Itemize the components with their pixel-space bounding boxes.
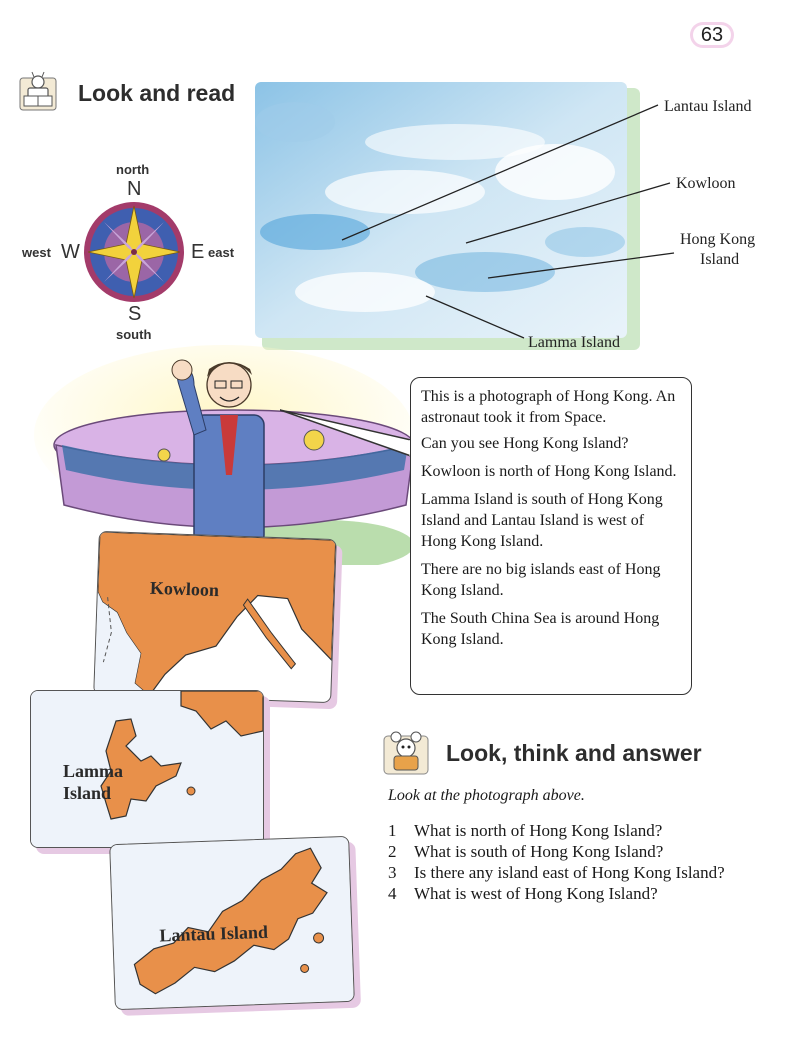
speech-paragraph-4: Lamma Island is south of Hong Kong Island and Lantau Island is west of Hong Kong Island. [421,491,663,550]
speech-paragraph-2: Can you see Hong Kong Island? [421,435,629,452]
map-label-lamma-line2: Island [63,783,112,803]
map-label-lantau: Lantau Island [159,921,269,946]
compass-west-letter: W [61,241,80,263]
map-label-lamma-line1: Lamma [63,761,123,781]
photo-leader-lines [0,0,800,400]
instruction-text: Look at the photograph above. [388,787,585,804]
speech-box [410,377,692,695]
label-hong-kong-island-line1: Hong Kong [680,231,756,248]
map-label-kowloon: Kowloon [149,577,220,601]
label-hong-kong-island-line2: Island [700,251,740,268]
compass-north-word: north [116,162,150,177]
thinking-robot-icon [382,728,430,776]
question-text: What is north of Hong Kong Island? [414,821,663,840]
question-list [388,820,768,904]
speech-pointer [280,400,420,460]
compass-south-word: south [116,327,152,342]
label-lamma-island: Lamma Island [528,334,620,351]
question-number: 2 [388,842,397,861]
question-item [388,862,768,883]
question-number: 1 [388,821,397,840]
speech-paragraph-6: The South China Sea is around Hong Kong Island. [421,610,660,648]
question-text: What is south of Hong Kong Island? [414,842,664,861]
question-item [388,841,768,862]
label-kowloon: Kowloon [676,175,736,192]
question-number: 3 [388,863,397,882]
section-title-look-and-read: Look and read [78,80,236,106]
question-number: 4 [388,884,397,903]
question-item [388,820,768,841]
page-number: 63 [690,22,734,48]
label-lantau-island: Lantau Island [664,98,752,115]
speech-paragraph-1: This is a photograph of Hong Kong. An astronaut took it from Space. [421,388,676,426]
compass-east-word: east [208,245,235,260]
map-card-lamma [30,690,264,848]
speech-paragraph-5: There are no big islands east of Hong Kong Island. [421,561,661,599]
section-title-look-think-answer: Look, think and answer [446,740,702,766]
question-text: What is west of Hong Kong Island? [414,884,658,903]
speech-paragraph-3: Kowloon is north of Hong Kong Island. [421,463,677,480]
question-item [388,883,768,904]
compass-east-letter: E [191,241,205,263]
kowloon-map-shape [94,532,336,702]
map-card-lantau [109,836,355,1010]
map-card-kowloon [93,531,337,703]
compass-south-letter: S [128,303,142,325]
question-text: Is there any island east of Hong Kong Island? [414,863,725,882]
compass-west-word: west [22,245,51,260]
compass-north-letter: N [127,178,142,200]
